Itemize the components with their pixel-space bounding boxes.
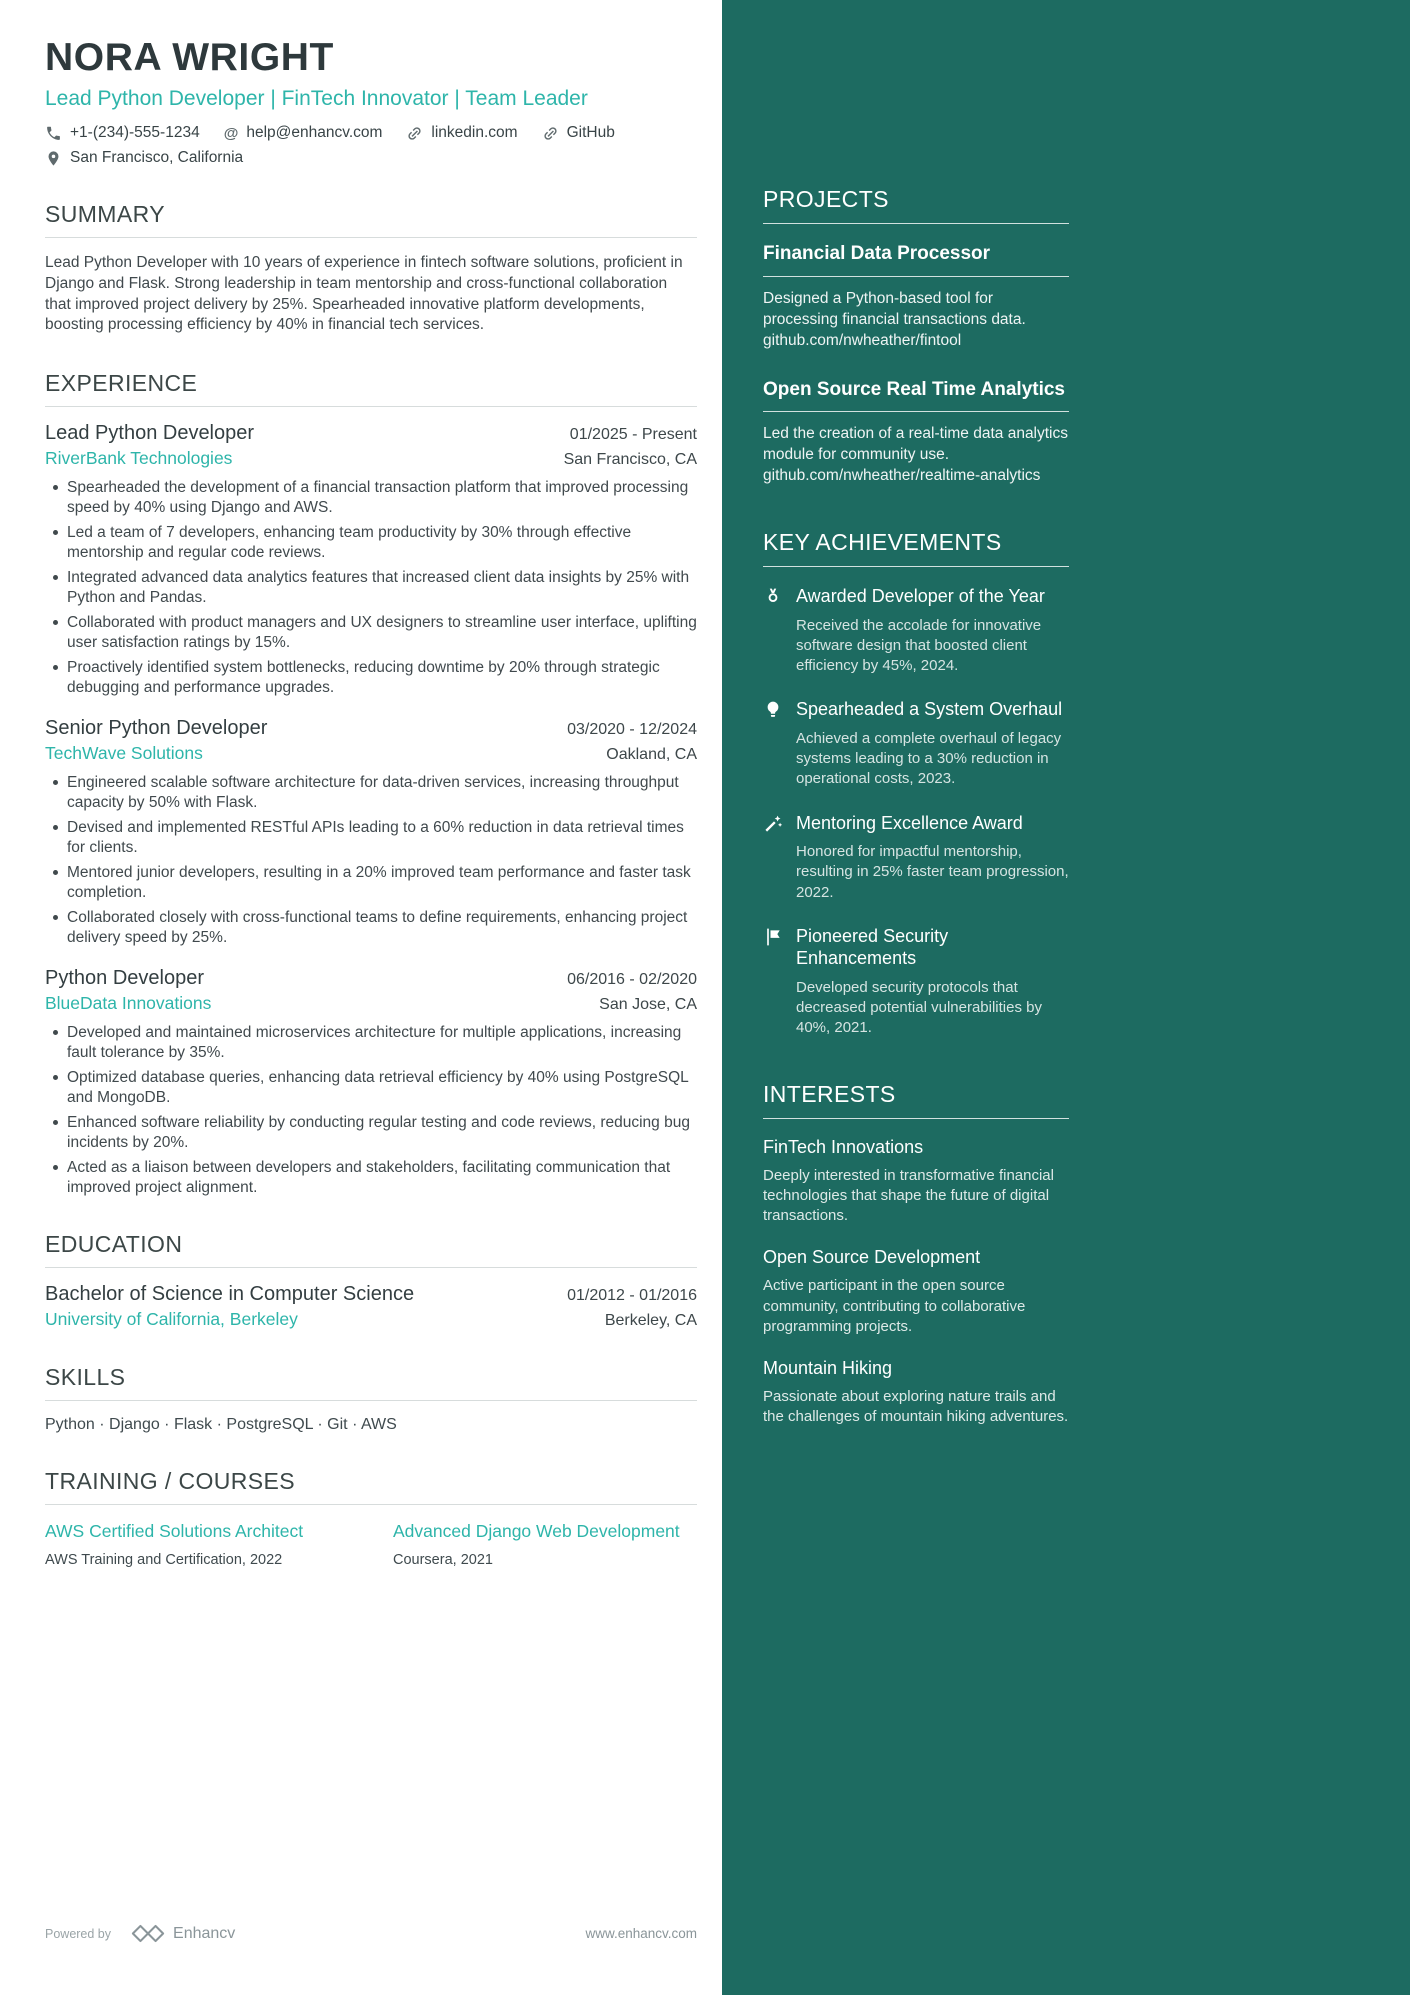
job-dates: 06/2016 - 02/2020: [567, 971, 697, 989]
achievement-title: Spearheaded a System Overhaul: [796, 699, 1063, 720]
interest-description: Passionate about exploring nature trails and the challenges of mountain hiking adventures.: [763, 1388, 1069, 1426]
powered-by-label: Powered by: [45, 1926, 112, 1941]
experience-entry: [45, 422, 697, 697]
achievement-description: Developed security protocols that decreased potential vulnerabilities by 40%, 2021.: [796, 978, 1042, 1037]
skills-list: Python · Django · Flask · PostgreSQL · Git · AWS: [45, 1416, 397, 1434]
bullet: Mentored junior developers, resulting in a 20% improved team performance and faster task completion.: [45, 863, 697, 902]
achievement-body: [796, 698, 1069, 789]
footer: [45, 1924, 697, 1943]
interest-title: FinTech Innovations: [763, 1136, 924, 1157]
bullet: Integrated advanced data analytics features that increased client data insights by 25% with Python and Pandas.: [45, 568, 697, 607]
interests-section: [763, 1081, 1069, 1428]
summary-section: [45, 201, 697, 336]
job-location: San Francisco, CA: [563, 451, 697, 469]
email-link[interactable]: [224, 124, 383, 142]
sidebar-content: [763, 186, 1069, 1428]
link-icon: [406, 125, 423, 142]
experience-entry: [45, 967, 697, 1197]
award-icon: [763, 587, 783, 607]
course-title: Advanced Django Web Development: [393, 1521, 680, 1542]
project-entry: [763, 378, 1069, 488]
interest-title: Mountain Hiking: [763, 1358, 893, 1379]
degree-title: Bachelor of Science in Computer Science: [45, 1283, 415, 1306]
project-title: Open Source Real Time Analytics: [763, 378, 1069, 413]
interest-title: Open Source Development: [763, 1247, 981, 1268]
experience-section: [45, 370, 697, 1197]
candidate-name: NORA WRIGHT: [45, 36, 334, 79]
bullet: Optimized database queries, enhancing data retrieval efficiency by 40% using PostgreSQL and MongoDB.: [45, 1068, 697, 1107]
bullet: Developed and maintained microservices architecture for multiple applications, increasing fault tolerance by 35%.: [45, 1023, 697, 1062]
contact-row-1: [45, 124, 697, 142]
job-bullets: [45, 773, 697, 947]
achievement-body: [796, 585, 1069, 676]
interest-item: [763, 1247, 1069, 1337]
project-description-text: Designed a Python-based tool for processing financial transactions data.: [763, 289, 1026, 328]
bullet: Acted as a liaison between developers and stakeholders, facilitating communication that improved project alignment.: [45, 1158, 697, 1197]
achievement-body: [796, 812, 1069, 903]
candidate-headline: Lead Python Developer | FinTech Innovator | Team Leader: [45, 87, 588, 110]
achievements-heading: KEY ACHIEVEMENTS: [763, 529, 1069, 567]
training-heading: TRAINING / COURSES: [45, 1468, 697, 1505]
lightbulb-icon: [763, 700, 783, 720]
job-dates: 03/2020 - 12/2024: [567, 721, 697, 739]
phone-link[interactable]: [45, 124, 200, 142]
powered-by: [45, 1924, 235, 1943]
phone-icon: [45, 125, 62, 142]
course-title: AWS Certified Solutions Architect: [45, 1521, 304, 1542]
education-heading: EDUCATION: [45, 1231, 697, 1268]
bullet: Enhanced software reliability by conducting regular testing and code reviews, reducing bug incidents by 20%.: [45, 1113, 697, 1152]
education-section: [45, 1231, 697, 1330]
achievement-description: Honored for impactful mentorship, resulting in 25% faster team progression, 2022.: [796, 843, 1069, 901]
achievement-title: Awarded Developer of the Year: [796, 586, 1045, 607]
job-title: Lead Python Developer: [45, 422, 255, 445]
phone-number: +1-(234)-555-1234: [70, 124, 200, 141]
interests-heading: INTERESTS: [763, 1081, 1069, 1119]
training-section: [45, 1468, 697, 1568]
achievement-title: Mentoring Excellence Award: [796, 812, 1023, 833]
job-bullets: [45, 478, 697, 697]
skills-heading: SKILLS: [45, 1364, 697, 1401]
job-dates: 01/2025 - Present: [569, 426, 697, 444]
achievement-description: Received the accolade for innovative software design that boosted client efficiency by 45%, 2024.: [796, 616, 1042, 675]
course-provider: AWS Training and Certification, 2022: [45, 1552, 283, 1569]
experience-entry: [45, 717, 697, 947]
project-entry: [763, 242, 1069, 352]
pin-icon: [45, 150, 62, 167]
company-name: BlueData Innovations: [45, 993, 212, 1014]
bullet: Collaborated with product managers and UX designers to streamline user interface, uplifting user satisfaction ratings by 15%.: [45, 613, 697, 652]
linkedin-link[interactable]: [406, 124, 517, 142]
enhancv-brand-name: Enhancv: [173, 1924, 236, 1942]
at-icon: @: [223, 124, 239, 142]
linkedin-label: linkedin.com: [431, 124, 518, 141]
contact-row-2: [45, 149, 697, 167]
contact-info: [45, 124, 697, 167]
achievement-item: [763, 698, 1069, 789]
achievement-body: [796, 925, 1069, 1039]
wand-icon: [763, 814, 783, 834]
email-address: help@enhancv.com: [246, 124, 383, 141]
company-name: RiverBank Technologies: [45, 448, 233, 469]
bullet: Proactively identified system bottlenecks, reducing downtime by 20% through strategic debugging and performance upgrades.: [45, 658, 697, 697]
achievement-item: [763, 812, 1069, 903]
job-location: Oakland, CA: [606, 746, 697, 764]
achievements-section: [763, 529, 1069, 1039]
experience-heading: EXPERIENCE: [45, 370, 697, 407]
project-description: [763, 424, 1069, 487]
github-label: GitHub: [566, 124, 615, 141]
job-title: Senior Python Developer: [45, 717, 268, 740]
course-entry: [45, 1520, 349, 1568]
enhancv-website-link[interactable]: www.enhancv.com: [585, 1926, 697, 1941]
resume-header: [45, 36, 697, 167]
courses-grid: [45, 1520, 697, 1568]
interest-item: [763, 1137, 1069, 1227]
interest-item: [763, 1358, 1069, 1428]
bullet: Devised and implemented RESTful APIs leading to a 60% reduction in data retrieval times for clients.: [45, 818, 697, 857]
achievement-item: [763, 585, 1069, 676]
education-location: Berkeley, CA: [604, 1312, 697, 1330]
course-provider: Coursera, 2021: [393, 1552, 493, 1569]
education-entry: [45, 1283, 697, 1330]
school-name: University of California, Berkeley: [45, 1309, 298, 1330]
flag-icon: [763, 927, 783, 947]
achievement-item: [763, 925, 1069, 1039]
sidebar: [722, 0, 1410, 1995]
job-location: San Jose, CA: [599, 996, 697, 1014]
location-item: [45, 149, 243, 167]
project-description-text: Led the creation of a real-time data analytics module for community use.: [763, 425, 1069, 464]
skills-section: [45, 1364, 697, 1434]
link-icon: [542, 125, 559, 142]
bullet: Collaborated closely with cross-functional teams to define requirements, enhancing project delivery speed by 25%.: [45, 908, 697, 947]
github-link[interactable]: [542, 124, 615, 142]
interest-description: Active participant in the open source community, contributing to collaborative programming projects.: [763, 1277, 1026, 1335]
projects-heading: PROJECTS: [763, 186, 1069, 224]
job-title: Python Developer: [45, 967, 204, 990]
enhancv-logo-icon: [131, 1924, 165, 1943]
project-title: Financial Data Processor: [763, 242, 1069, 277]
enhancv-logo[interactable]: [131, 1924, 235, 1943]
bullet: Engineered scalable software architecture for data-driven services, increasing throughput capacity by 50% with Flask.: [45, 773, 697, 812]
achievement-description: Achieved a complete overhaul of legacy systems leading to a 30% reduction in operational costs, 2023.: [796, 729, 1062, 788]
summary-text: Lead Python Developer with 10 years of experience in fintech software solutions, proficient in Django and Flask. Strong leadership in team mentorship and cross-functional collaboration that improved project delivery by 25%. Spearheaded innovative platform developments, boosting processing efficiency by 40% in financial tech services.: [45, 254, 683, 334]
course-entry: [393, 1520, 697, 1568]
location-text: San Francisco, California: [70, 149, 244, 166]
projects-section: [763, 186, 1069, 487]
company-name: TechWave Solutions: [45, 743, 203, 764]
project-link[interactable]: github.com/nwheather/realtime-analytics: [763, 467, 1041, 485]
interest-description: Deeply interested in transformative financial technologies that shape the future of digital transactions.: [763, 1166, 1054, 1225]
project-link[interactable]: github.com/nwheather/fintool: [763, 331, 962, 349]
bullet: Led a team of 7 developers, enhancing team productivity by 30% through effective mentorship and regular code reviews.: [45, 523, 697, 562]
job-bullets: [45, 1023, 697, 1197]
achievement-title: Pioneered Security Enhancements: [796, 925, 949, 969]
project-description: [763, 289, 1069, 352]
summary-heading: SUMMARY: [45, 201, 697, 238]
education-dates: 01/2012 - 01/2016: [567, 1287, 697, 1305]
bullet: Spearheaded the development of a financial transaction platform that improved processing speed by 40% using Django and AWS.: [45, 478, 697, 517]
